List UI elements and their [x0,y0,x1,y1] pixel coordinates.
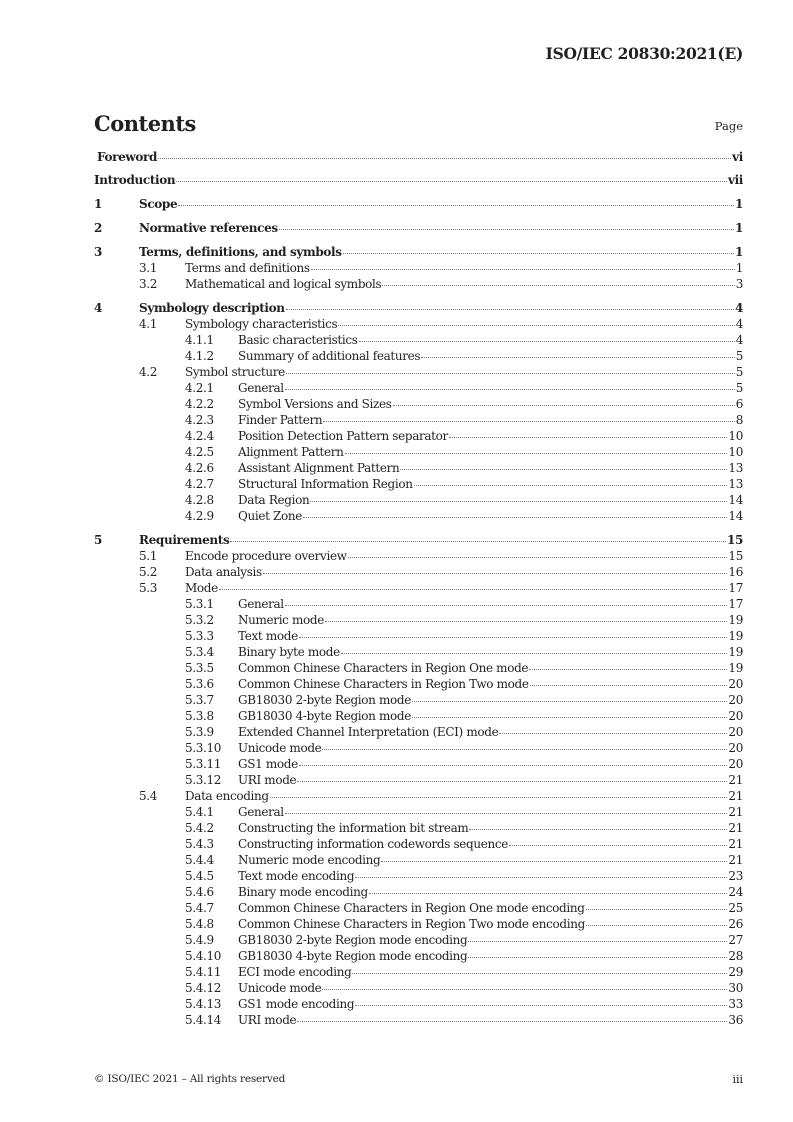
toc-entry-page: 15 [728,549,743,563]
toc-entry-title: Common Chinese Characters in Region One mode encoding [238,901,585,915]
dot-leader [299,765,728,766]
toc-entry[interactable] [139,260,743,276]
dot-leader [348,557,728,558]
dot-leader [286,373,735,374]
toc-entry-page: 14 [728,493,743,507]
page-number-footer: iii [732,1073,743,1086]
toc-entry-page: 10 [728,429,743,443]
toc-entry[interactable] [185,612,743,628]
toc-entry-title: General [238,805,284,819]
toc-entry-title: URI mode [238,1013,297,1027]
toc-entry[interactable] [139,276,743,292]
toc-entry[interactable] [139,580,743,596]
toc-entry[interactable] [185,884,743,900]
toc-entry-number: 4.2.1 [185,381,214,395]
toc-entry[interactable] [185,492,743,508]
toc-entry-title: Unicode mode [238,741,322,755]
toc-entry-number: 3.2 [139,277,158,291]
page-column-label: Page [714,119,743,133]
toc-entry[interactable] [94,220,743,236]
toc-entry[interactable] [94,244,743,260]
toc-entry-number: 5.4.10 [185,949,222,963]
toc-entry-title: Quiet Zone [238,509,303,523]
toc-entry-page: 10 [728,445,743,459]
toc-entry-title: Numeric mode [238,613,325,627]
dot-leader [345,453,728,454]
toc-entry-number: 4.2.5 [185,445,214,459]
dot-leader [359,341,735,342]
toc-entry-page: 13 [728,477,743,491]
toc-entry[interactable] [185,964,743,980]
dot-leader [530,685,728,686]
document-id-header: ISO/IEC 20830:2021(E) [545,44,743,63]
toc-entry[interactable] [185,900,743,916]
toc-entry-number: 5.3 [139,581,158,595]
toc-entry-title: Introduction [94,173,176,187]
toc-entry-page: 19 [728,613,743,627]
toc-entry-number: 5.3.12 [185,773,222,787]
toc-entry-title: Alignment Pattern [238,445,344,459]
dot-leader [586,925,727,926]
toc-entry[interactable] [185,660,743,676]
toc-entry[interactable] [185,596,743,612]
toc-entry-title: Text mode [238,629,298,643]
toc-entry-page: vii [727,173,743,187]
toc-entry[interactable] [185,820,743,836]
toc-entry-page: 17 [728,581,743,595]
toc-entry-number: 5.3.8 [185,709,214,723]
toc-entry-title: Data encoding [185,789,269,803]
toc-entry[interactable] [185,476,743,492]
toc-entry-page: 5 [735,349,743,363]
dot-leader [263,573,728,574]
dot-leader [393,405,735,406]
toc-entry-number: 4.2.3 [185,413,214,427]
dot-leader [325,621,727,622]
toc-entry-title: General [238,597,284,611]
dot-leader [297,1021,727,1022]
dot-leader [382,285,734,286]
toc-entry[interactable] [185,508,743,524]
toc-entry-title: Symbology description [139,301,285,315]
dot-leader [338,325,734,326]
dot-leader [230,541,726,542]
toc-entry-title: Binary mode encoding [238,885,368,899]
toc-entry-number: 5.4.7 [185,901,214,915]
toc-entry-title: Common Chinese Characters in Region One mode [238,661,529,675]
toc-entry-number: 5.4.9 [185,933,214,947]
toc-entry-title: GS1 mode encoding [238,997,355,1011]
toc-entry[interactable] [185,772,743,788]
dot-leader [421,357,735,358]
dot-leader [297,781,727,782]
toc-entry-page: 20 [728,677,743,691]
dot-leader [400,469,727,470]
toc-entry[interactable] [185,396,743,412]
toc-entry-title: Normative references [139,221,278,235]
toc-entry-number: 4.1.1 [185,333,214,347]
toc-entry-title: Position Detection Pattern separator [238,429,448,443]
toc-entry[interactable] [185,948,743,964]
toc-entry-number: 5.4.3 [185,837,214,851]
toc-entry[interactable] [185,740,743,756]
dot-leader [381,861,727,862]
toc-entry-page: 36 [728,1013,743,1027]
toc-entry-number: 2 [94,221,102,235]
dot-leader [586,909,728,910]
toc-entry-number: 4.2.2 [185,397,214,411]
toc-entry-title: Terms, definitions, and symbols [139,245,342,259]
toc-entry-number: 3.1 [139,261,158,275]
dot-leader [270,797,728,798]
toc-entry-title: Constructing information codewords sequence [238,837,509,851]
toc-entry[interactable] [185,980,743,996]
toc-entry[interactable] [139,548,743,564]
toc-entry-number: 5.4.8 [185,917,214,931]
toc-entry-page: 33 [728,997,743,1011]
toc-entry-title: Data Region [238,493,310,507]
toc-entry[interactable] [185,412,743,428]
toc-entry-number: 5.3.5 [185,661,214,675]
toc-entry-number: 5.3.2 [185,613,214,627]
toc-entry-page: 17 [728,597,743,611]
toc-entry[interactable] [185,724,743,740]
toc-entry-number: 5.4.5 [185,869,214,883]
toc-entry[interactable] [97,149,743,165]
toc-entry[interactable] [94,196,743,212]
toc-entry[interactable] [94,172,743,188]
toc-entry-title: General [238,381,284,395]
toc-entry[interactable] [185,348,743,364]
toc-entry-title: Mode [185,581,218,595]
toc-entry-title: GB18030 4-byte Region mode [238,709,411,723]
toc-entry[interactable] [185,868,743,884]
toc-entry-page: 25 [728,901,743,915]
toc-entry-page: 28 [728,949,743,963]
toc-entry-number: 5.4 [139,789,158,803]
toc-entry-title: Symbol structure [185,365,285,379]
toc-entry-number: 5.4.11 [185,965,222,979]
toc-entry-number: 5.3.11 [185,757,222,771]
dot-leader [311,269,735,270]
dot-leader [352,973,727,974]
toc-entry-page: 4 [735,317,743,331]
toc-entry-page: 23 [728,869,743,883]
toc-entry-number: 5.4.2 [185,821,214,835]
toc-entry[interactable] [185,932,743,948]
toc-entry[interactable] [185,332,743,348]
toc-entry-page: 21 [728,837,743,851]
toc-entry-page: 26 [728,917,743,931]
toc-entry-page: 3 [735,277,743,291]
toc-entry-title: Assistant Alignment Pattern [238,461,400,475]
toc-entry-title: Basic characteristics [238,333,358,347]
toc-entry-number: 1 [94,197,102,211]
toc-entry-page: 1 [735,197,743,211]
toc-entry-title: Scope [139,197,178,211]
toc-entry-page: 1 [735,245,743,259]
toc-entry-number: 5.4.13 [185,997,222,1011]
toc-entry-number: 5.3.7 [185,693,214,707]
dot-leader [414,485,728,486]
toc-entry-number: 5.3.9 [185,725,214,739]
toc-entry-number: 5.3.1 [185,597,214,611]
toc-entry-number: 4.2.7 [185,477,214,491]
toc-entry[interactable] [139,364,743,380]
toc-entry-page: 24 [728,885,743,899]
toc-entry-number: 3 [94,245,102,259]
toc-entry-page: 27 [728,933,743,947]
toc-entry-page: 5 [735,381,743,395]
toc-entry[interactable] [185,756,743,772]
dot-leader [499,733,727,734]
toc-entry-title: Summary of additional features [238,349,421,363]
toc-entry-number: 5.4.6 [185,885,214,899]
toc-entry-title: Finder Pattern [238,413,323,427]
toc-entry-page: 4 [735,333,743,347]
toc-entry-title: Foreword [97,150,158,164]
dot-leader [412,717,727,718]
toc-entry[interactable] [185,852,743,868]
toc-entry-page: 30 [728,981,743,995]
toc-entry-number: 5.3.10 [185,741,222,755]
toc-entry-title: GB18030 2-byte Region mode encoding [238,933,468,947]
toc-entry-page: 14 [728,509,743,523]
toc-entry-title: Mathematical and logical symbols [185,277,382,291]
copyright-footer: © ISO/IEC 2021 – All rights reserved [94,1073,286,1085]
toc-entry-number: 5.4.1 [185,805,214,819]
toc-entry-number: 4.2.9 [185,509,214,523]
toc-entry-title: Unicode mode [238,981,322,995]
toc-entry-page: 16 [728,565,743,579]
toc-entry[interactable] [185,1012,743,1028]
toc-entry[interactable] [185,644,743,660]
toc-entry-page: 20 [728,709,743,723]
toc-entry-page: 20 [728,757,743,771]
toc-entry-number: 4.2.4 [185,429,214,443]
toc-entry-number: 4 [94,301,102,315]
toc-entry-page: 6 [735,397,743,411]
dot-leader [341,653,728,654]
toc-entry-title: Symbology characteristics [185,317,338,331]
toc-entry-page: 21 [728,853,743,867]
toc-entry-number: 5 [94,533,102,547]
toc-entry[interactable] [185,996,743,1012]
toc-entry-title: Symbol Versions and Sizes [238,397,392,411]
toc-entry-number: 5.1 [139,549,158,563]
toc-entry[interactable] [94,532,743,548]
toc-entry-page: 20 [728,741,743,755]
dot-leader [469,829,727,830]
toc-entry-page: 29 [728,965,743,979]
toc-entry-title: Structural Information Region [238,477,413,491]
toc-entry[interactable] [185,628,743,644]
dot-leader [285,813,728,814]
toc-entry-title: URI mode [238,773,297,787]
toc-entry-title: Requirements [139,533,230,547]
toc-entry-page: 4 [735,301,743,315]
dot-leader [355,877,727,878]
toc-entry-title: Extended Channel Interpretation (ECI) mode [238,725,499,739]
toc-entry-page: 19 [728,661,743,675]
toc-entry[interactable] [185,428,743,444]
toc-entry-title: ECI mode encoding [238,965,352,979]
toc-entry-number: 5.4.4 [185,853,214,867]
toc-entry-page: 15 [727,533,743,547]
dot-leader [468,957,727,958]
toc-entry[interactable] [185,836,743,852]
toc-entry-title: GB18030 4-byte Region mode encoding [238,949,468,963]
toc-entry-number: 5.3.6 [185,677,214,691]
dot-leader [468,941,727,942]
toc-entry-page: 21 [728,821,743,835]
dot-leader [323,421,734,422]
toc-entry[interactable] [139,788,743,804]
toc-entry[interactable] [185,380,743,396]
dot-leader [310,501,727,502]
toc-entry-title: Common Chinese Characters in Region Two mode [238,677,529,691]
toc-entry-number: 5.3.4 [185,645,214,659]
toc-entry-title: Numeric mode encoding [238,853,381,867]
toc-entry-title: Common Chinese Characters in Region Two mode encoding [238,917,585,931]
toc-entry-number: 5.4.12 [185,981,222,995]
dot-leader [509,845,727,846]
toc-entry-title: Terms and definitions [185,261,310,275]
toc-entry[interactable] [185,444,743,460]
toc-entry-page: 21 [728,773,743,787]
dot-leader [158,158,731,159]
dot-leader [178,205,734,206]
toc-entry-page: 19 [728,629,743,643]
dot-leader [322,989,727,990]
toc-entry-page: 1 [735,261,743,275]
dot-leader [176,181,727,182]
toc-entry-number: 4.2.8 [185,493,214,507]
toc-entry-page: vi [732,150,743,164]
dot-leader [285,605,728,606]
toc-entry-title: Encode procedure overview [185,549,347,563]
toc-entry-number: 5.2 [139,565,158,579]
toc-entry-title: GB18030 2-byte Region mode [238,693,411,707]
toc-entry-number: 4.1 [139,317,158,331]
dot-leader [343,253,734,254]
toc-entry[interactable] [185,708,743,724]
toc-entry-number: 5.3.3 [185,629,214,643]
toc-entry-page: 21 [728,805,743,819]
toc-entry[interactable] [139,564,743,580]
dot-leader [412,701,727,702]
toc-entry-page: 5 [735,365,743,379]
toc-entry-page: 8 [735,413,743,427]
toc-entry[interactable] [185,460,743,476]
toc-entry-page: 21 [728,789,743,803]
dot-leader [286,309,734,310]
toc-entry[interactable] [185,676,743,692]
contents-heading: Contents [94,111,196,136]
toc-entry-title: Data analysis [185,565,262,579]
toc-entry-number: 4.2.6 [185,461,214,475]
dot-leader [219,589,728,590]
dot-leader [529,669,727,670]
toc-entry-page: 20 [728,693,743,707]
dot-leader [279,229,734,230]
dot-leader [369,893,728,894]
toc-entry-page: 20 [728,725,743,739]
toc-entry[interactable] [185,692,743,708]
dot-leader [285,389,735,390]
toc-entry[interactable] [185,804,743,820]
dot-leader [299,637,728,638]
toc-entry-page: 1 [735,221,743,235]
dot-leader [449,437,728,438]
toc-entry-page: 19 [728,645,743,659]
toc-entry-page: 13 [728,461,743,475]
toc-entry-number: 4.2 [139,365,158,379]
dot-leader [355,1005,727,1006]
toc-entry[interactable] [94,300,743,316]
toc-entry-title: GS1 mode [238,757,298,771]
toc-entry-title: Constructing the information bit stream [238,821,469,835]
toc-entry[interactable] [185,916,743,932]
toc-entry[interactable] [139,316,743,332]
toc-entry-number: 4.1.2 [185,349,214,363]
dot-leader [303,517,727,518]
toc-entry-number: 5.4.14 [185,1013,222,1027]
toc-entry-title: Binary byte mode [238,645,340,659]
toc-entry-title: Text mode encoding [238,869,355,883]
dot-leader [322,749,727,750]
